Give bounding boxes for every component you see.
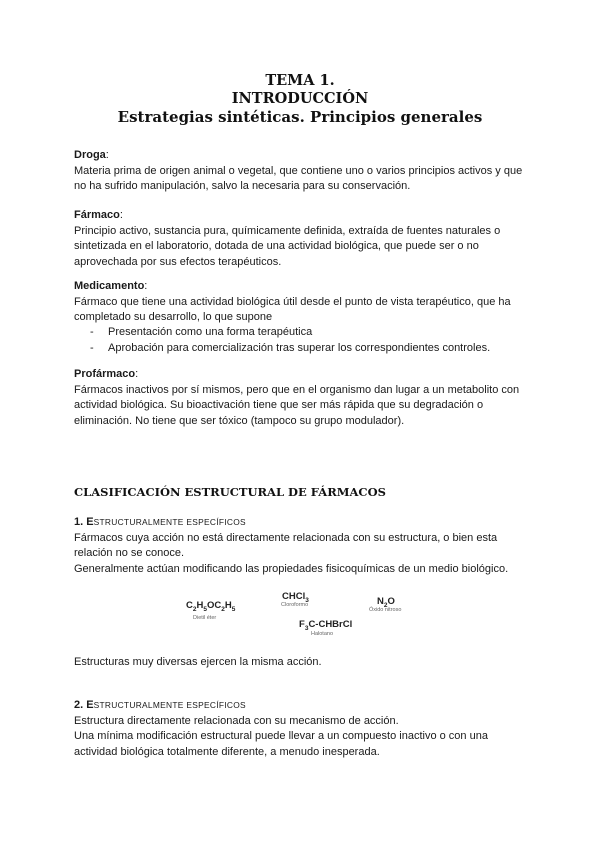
formula-label: Dietil éter xyxy=(193,615,217,621)
section-heading: CLASIFICACIÓN ESTRUCTURAL DE FÁRMACOS xyxy=(74,485,386,499)
list-item-text: Presentación como una forma terapéutica xyxy=(108,326,313,338)
formula-halotano: $F_3C$-CHBrCl xyxy=(299,619,353,632)
section-line: Generalmente actúan modificando las propiedades fisicoquímicas de un medio biológico. xyxy=(74,562,509,575)
term-medicamento: Medicamento xyxy=(74,280,145,292)
list-item-text: Aprobación para comercialización tras superar los correspondientes controles. xyxy=(108,342,491,354)
section-2-heading xyxy=(74,698,534,714)
section-line: Estructura directamente relacionada con su mecanismo de acción. xyxy=(74,714,399,727)
definition-line: Fármacos inactivos por sí mismos, pero que en el organismo dan lugar a un metabolito con xyxy=(74,383,520,396)
section-line: Fármacos cuya acción no está directamente relacionada con su estructura, o bien esta xyxy=(74,531,498,544)
topic-heading: INTRODUCCIÓN xyxy=(231,90,369,107)
definition-line: Fármaco que tiene una actividad biológica útil desde el punto de vista terapéutico, que ha xyxy=(74,295,511,308)
definition-farmaco: Fármaco: Principio activo, sustancia pura, químicamente definida, extraída de fuentes naturales o sintetizada en el laboratorio, dotada de una actividad biológica, que puede ser o no aprovechada por sus efectos terapéuticos. xyxy=(74,208,534,270)
section-line: relación no se conoce. xyxy=(74,547,185,560)
definition-line: eliminación. No tiene que ser tóxico (tampoco su grupo modulador). xyxy=(74,414,405,427)
list-item: - Presentación como una forma terapéutica xyxy=(90,326,313,338)
section-2 xyxy=(74,698,534,760)
definition-line: aprovechada por sus efectos terapéuticos. xyxy=(74,255,282,268)
section-2-label: STRUCTURALMENTE ESPECÍFICOS xyxy=(93,700,246,710)
section-line: Una mínima modificación estructural puede llevar a un compuesto inactivo o con una xyxy=(74,730,488,743)
formula-cloroformo: CHCl$_3$ xyxy=(282,591,309,604)
term-farmaco: Fármaco xyxy=(74,209,120,221)
term-profarmaco: Profármaco xyxy=(74,368,136,380)
list-item: - Aprobación para comercialización tras superar los correspondientes controles. xyxy=(90,342,491,354)
section-1-heading xyxy=(74,515,534,531)
section-1-label: STRUCTURALMENTE ESPECÍFICOS xyxy=(93,517,246,527)
definition-line: completado su desarrollo, lo que supone xyxy=(74,311,273,324)
topic-subtitle: Estrategias sintéticas. Principios generales xyxy=(117,108,483,126)
formula-label: Óxido nitroso xyxy=(369,607,402,613)
section-1-closing: Estructuras muy diversas ejercen la misma acción. xyxy=(74,656,322,668)
definition-profarmaco: Profármaco: Fármacos inactivos por sí mismos, pero que en el organismo dan lugar a un metabolito con actividad biológica. Su bioactivación tiene que ser más rápida que su degradación o eliminación. No tiene que ser tóxico (tampoco su grupo modulador). xyxy=(74,367,534,429)
term-droga: Droga xyxy=(74,149,106,161)
section-1-number: 1. E xyxy=(74,516,94,528)
formula-label: Cloroformo xyxy=(281,602,309,608)
formula-oxido-nitroso: $N_2O$ xyxy=(377,596,395,609)
definition-droga: Droga: Materia prima de origen animal o vegetal, que contiene uno o varios principios activos y que no ha sufrido manipulación, salvo la necesaria para su conservación. xyxy=(74,148,534,195)
section-1 xyxy=(74,515,534,577)
definition-line: Principio activo, sustancia pura, químicamente definida, extraída de fuentes naturales o xyxy=(74,224,501,237)
section-2-number: 2. E xyxy=(74,699,94,711)
formula-dietil-eter: $C_2H_5OC_2H_5$ xyxy=(186,600,236,613)
topic-number: TEMA 1. xyxy=(265,72,335,89)
definition-line: sintetizada en el laboratorio, dotada de una actividad biológica, que puede ser o no xyxy=(74,240,479,253)
formula-label: Halotano xyxy=(311,631,334,637)
definition-medicamento: Medicamento: Fármaco que tiene una actividad biológica útil desde el punto de vista terapéutico, que ha completado su desarrollo, lo que supone xyxy=(74,279,534,326)
definition-line: Materia prima de origen animal o vegetal, que contiene uno o varios principios activos y que xyxy=(74,164,523,177)
section-line: actividad biológica totalmente diferente, a menudo inesperada. xyxy=(74,745,380,758)
definition-line: no ha sufrido manipulación, salvo la necesaria para su conservación. xyxy=(74,180,411,193)
definition-line: actividad biológica. Su bioactivación tiene que ser más rápida que su degradación o xyxy=(74,399,484,412)
